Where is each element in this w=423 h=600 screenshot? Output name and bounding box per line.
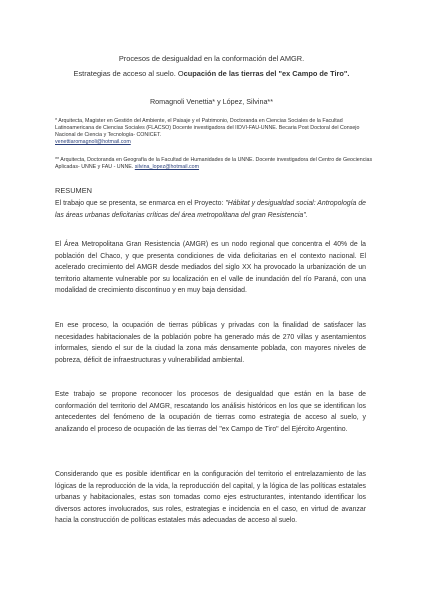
paragraph-5: Considerando que es posible identificar en la configuración del territorio el entrelazamiento de las lógicas de la reproducción de la vida, la reproducción del capital, y la lógica de las políticas estatales urbanas y habitacionales, estas son tomadas como ejes estructurantes, intentando identificar los diversos actores involucrados, sus roles, estrategias e incidencia en el caso, en virtud de avanzar hacia la construcción de políticas estatales más adecuadas de acceso al suelo.	[55, 471, 366, 525]
paragraph-1	[55, 198, 366, 221]
email-link-1[interactable]: venettiaromagnoli@hotmail.com	[55, 139, 131, 145]
project-title: "Hábitat y desigualdad social: Antropología de las áreas urbanas deficitarias críticas del área metropolitana del gran Resistencia".	[55, 200, 366, 219]
paragraph-4: Este trabajo se propone reconocer los procesos de desigualdad que están en la base de conformación del territorio del AMGR, rescatando los análisis históricos en los que se identifican los antecedentes del fenómeno de la ocupación de tierras como estrategia de acceso al suelo, y analizando el proceso de ocupación de las tierras del "ex Campo de Tiro" del Ejército Argentino.	[55, 391, 366, 433]
paragraph-1-lead: El trabajo que se presenta, se enmarca en el Proyecto:	[55, 200, 226, 207]
title-line-2-bold: cupación de las tierras del "ex Campo de Tiro".	[183, 69, 350, 78]
title-line-2-plain: Estrategias de acceso al suelo. O	[73, 69, 184, 78]
footnote-author-2-text: ** Arquitecta, Doctoranda en Geografía de la Facultad de Humanidades de la UNNE. Docente investigadora del Centro de Geociencias Aplicadas- UNNE y FAU - UNNE.	[55, 157, 373, 170]
section-heading: RESUMEN	[55, 186, 92, 195]
title-line-2	[0, 69, 423, 78]
paragraph-2: El Área Metropolitana Gran Resistencia (AMGR) es un nodo regional que concentra el 40% de la población del Chaco, y que presenta condiciones de vida deficitarias en el contexto nacional. El acelerado crecimiento del AMGR desde mediados del siglo XX ha provocado la urbanización de un territorio altamente vulnerable por su localización en el valle de inundación del río Paraná, con una modalidad de crecimiento discontinuo y en muy baja densidad.	[55, 241, 366, 295]
footnote-author-1-text: * Arquitecta, Magister en Gestión del Ambiente, el Paisaje y el Patrimonio, Doctoranda en Ciencias Sociales de la Facultad Latinoamericana de Ciencias Sociales (FLACSO) Docente investigadora del IIDVI-FAU-UNNE. Becaria Post Doctoral del Consejo Nacional de Ciencia y Tecnología- CONICET.	[55, 118, 360, 138]
footnote-author-2	[55, 157, 375, 171]
footnote-author-1	[55, 118, 375, 146]
authors: Romagnoli Venettia* y López, Silvina**	[149, 97, 274, 106]
paragraph-3: En ese proceso, la ocupación de tierras públicas y privadas con la finalidad de satisfacer las necesidades habitacionales de la población pobre ha generado más de 270 villas y asentamientos informales, siendo el sur de la ciudad la zona más densamente poblada, con mayores niveles de pobreza, déficit de infraestructuras y vulnerabilidad ambiental.	[55, 322, 366, 364]
email-link-2[interactable]: silvina_lopez@hotmail.com	[134, 164, 200, 170]
title-line-1: Procesos de desigualdad en la conformación del AMGR.	[118, 54, 305, 63]
